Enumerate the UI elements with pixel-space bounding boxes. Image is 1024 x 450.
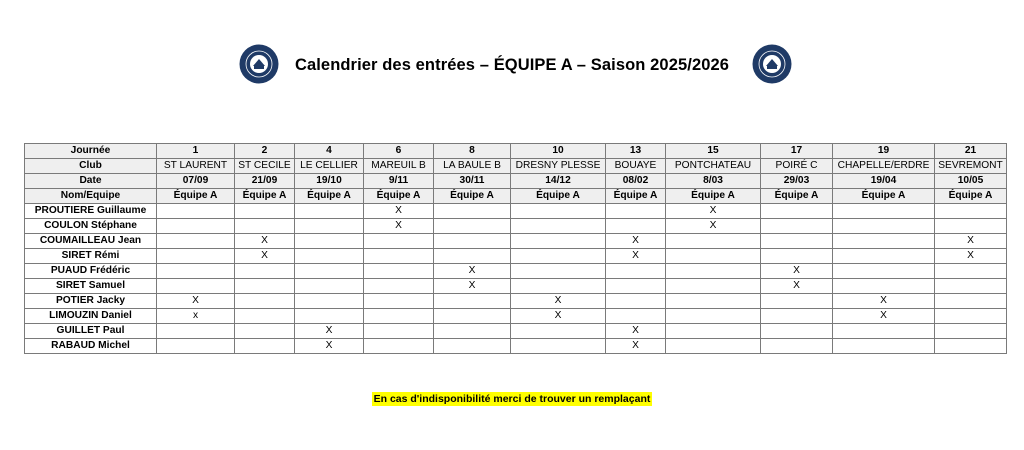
- table-cell: Équipe A: [434, 189, 511, 204]
- page-header: [0, 44, 1024, 90]
- attendance-cell: X: [434, 264, 511, 279]
- row-label: Date: [25, 174, 157, 189]
- table-cell: 2: [235, 144, 295, 159]
- attendance-cell: [761, 234, 833, 249]
- journee-row: [25, 144, 1007, 159]
- attendance-cell: [511, 324, 606, 339]
- club-row: [25, 159, 1007, 174]
- notice-text: En cas d'indisponibilité merci de trouver un remplaçant: [373, 393, 651, 405]
- table-cell: 08/02: [606, 174, 666, 189]
- table-cell: 14/12: [511, 174, 606, 189]
- attendance-cell: X: [295, 324, 364, 339]
- table-row: [25, 324, 1007, 339]
- table-cell: 07/09: [157, 174, 235, 189]
- attendance-cell: [364, 234, 434, 249]
- table-row: [25, 249, 1007, 264]
- attendance-cell: [364, 279, 434, 294]
- attendance-cell: [935, 204, 1007, 219]
- attendance-cell: X: [761, 264, 833, 279]
- player-name: COUMAILLEAU Jean: [25, 234, 157, 249]
- attendance-cell: [235, 294, 295, 309]
- attendance-cell: [761, 339, 833, 354]
- attendance-cell: [434, 309, 511, 324]
- attendance-cell: [295, 294, 364, 309]
- calendar-table: [24, 143, 1007, 354]
- attendance-cell: [157, 339, 235, 354]
- table-cell: 1: [157, 144, 235, 159]
- table-cell: 19: [833, 144, 935, 159]
- attendance-cell: X: [666, 219, 761, 234]
- table-cell: Équipe A: [364, 189, 434, 204]
- attendance-cell: [511, 219, 606, 234]
- attendance-cell: [833, 204, 935, 219]
- date-row: [25, 174, 1007, 189]
- attendance-cell: [295, 264, 364, 279]
- attendance-cell: [666, 339, 761, 354]
- table-cell: 10/05: [935, 174, 1007, 189]
- table-cell: Équipe A: [606, 189, 666, 204]
- attendance-cell: X: [606, 339, 666, 354]
- table-cell: CHAPELLE/ERDRE: [833, 159, 935, 174]
- table-cell: 8: [434, 144, 511, 159]
- table-cell: 29/03: [761, 174, 833, 189]
- attendance-cell: [364, 309, 434, 324]
- attendance-cell: [364, 294, 434, 309]
- attendance-cell: [364, 339, 434, 354]
- table-cell: BOUAYE: [606, 159, 666, 174]
- table-cell: Équipe A: [935, 189, 1007, 204]
- attendance-cell: X: [606, 324, 666, 339]
- table-cell: 9/11: [364, 174, 434, 189]
- attendance-cell: [235, 324, 295, 339]
- attendance-cell: [511, 204, 606, 219]
- attendance-cell: [935, 309, 1007, 324]
- attendance-cell: [434, 294, 511, 309]
- attendance-cell: [833, 339, 935, 354]
- attendance-cell: [935, 264, 1007, 279]
- table-cell: Équipe A: [235, 189, 295, 204]
- attendance-cell: [761, 249, 833, 264]
- row-label: Nom/Equipe: [25, 189, 157, 204]
- player-name: PROUTIERE Guillaume: [25, 204, 157, 219]
- row-label: Journée: [25, 144, 157, 159]
- table-cell: Équipe A: [833, 189, 935, 204]
- table-cell: Équipe A: [157, 189, 235, 204]
- table-cell: 13: [606, 144, 666, 159]
- attendance-cell: X: [235, 249, 295, 264]
- attendance-cell: [606, 219, 666, 234]
- attendance-cell: [511, 339, 606, 354]
- attendance-cell: [511, 264, 606, 279]
- attendance-cell: [434, 234, 511, 249]
- attendance-cell: [235, 309, 295, 324]
- attendance-cell: [295, 234, 364, 249]
- player-name: LIMOUZIN Daniel: [25, 309, 157, 324]
- attendance-cell: [235, 219, 295, 234]
- attendance-cell: [761, 204, 833, 219]
- table-cell: 15: [666, 144, 761, 159]
- attendance-cell: X: [157, 294, 235, 309]
- table-row: [25, 279, 1007, 294]
- attendance-cell: X: [434, 279, 511, 294]
- attendance-cell: [235, 204, 295, 219]
- attendance-cell: [434, 219, 511, 234]
- notice: [0, 389, 1024, 407]
- attendance-cell: [434, 204, 511, 219]
- player-name: PUAUD Frédéric: [25, 264, 157, 279]
- attendance-cell: X: [364, 204, 434, 219]
- attendance-cell: x: [157, 309, 235, 324]
- attendance-cell: X: [761, 279, 833, 294]
- attendance-cell: X: [511, 309, 606, 324]
- attendance-cell: [295, 219, 364, 234]
- table-cell: MAREUIL B: [364, 159, 434, 174]
- attendance-cell: [157, 219, 235, 234]
- attendance-cell: [511, 234, 606, 249]
- table-cell: 4: [295, 144, 364, 159]
- attendance-cell: [666, 294, 761, 309]
- attendance-cell: [364, 249, 434, 264]
- table-cell: Équipe A: [761, 189, 833, 204]
- attendance-cell: [364, 264, 434, 279]
- player-name: SIRET Rémi: [25, 249, 157, 264]
- attendance-cell: [511, 279, 606, 294]
- table-cell: DRESNY PLESSE: [511, 159, 606, 174]
- attendance-cell: [833, 264, 935, 279]
- page-title: Calendrier des entrées – ÉQUIPE A – Saison 2025/2026: [294, 56, 730, 74]
- attendance-cell: [761, 294, 833, 309]
- attendance-cell: X: [295, 339, 364, 354]
- attendance-cell: X: [235, 234, 295, 249]
- table-cell: Équipe A: [295, 189, 364, 204]
- row-label: Club: [25, 159, 157, 174]
- table-cell: 21: [935, 144, 1007, 159]
- table-cell: ST CECILE: [235, 159, 295, 174]
- attendance-cell: [666, 279, 761, 294]
- table-row: [25, 309, 1007, 324]
- attendance-cell: [935, 219, 1007, 234]
- table-cell: 19/04: [833, 174, 935, 189]
- attendance-cell: [666, 249, 761, 264]
- attendance-cell: [235, 279, 295, 294]
- table-cell: PONTCHATEAU: [666, 159, 761, 174]
- attendance-cell: X: [606, 249, 666, 264]
- table-row: [25, 294, 1007, 309]
- attendance-cell: [157, 234, 235, 249]
- attendance-cell: [434, 249, 511, 264]
- table-cell: 17: [761, 144, 833, 159]
- attendance-cell: [295, 249, 364, 264]
- attendance-cell: X: [935, 234, 1007, 249]
- attendance-cell: [295, 279, 364, 294]
- table-cell: Équipe A: [511, 189, 606, 204]
- table-cell: ST LAURENT: [157, 159, 235, 174]
- table-cell: 19/10: [295, 174, 364, 189]
- attendance-cell: [235, 264, 295, 279]
- attendance-cell: [511, 249, 606, 264]
- attendance-cell: [833, 249, 935, 264]
- attendance-cell: [606, 204, 666, 219]
- table-row: [25, 219, 1007, 234]
- attendance-cell: [666, 234, 761, 249]
- attendance-cell: [935, 324, 1007, 339]
- attendance-cell: X: [364, 219, 434, 234]
- attendance-cell: [606, 309, 666, 324]
- attendance-cell: [157, 204, 235, 219]
- table-row: [25, 204, 1007, 219]
- table-cell: POIRÉ C: [761, 159, 833, 174]
- attendance-cell: X: [935, 249, 1007, 264]
- attendance-cell: [235, 339, 295, 354]
- player-name: SIRET Samuel: [25, 279, 157, 294]
- attendance-cell: X: [606, 234, 666, 249]
- club-logo-right: [752, 44, 792, 84]
- attendance-cell: [157, 279, 235, 294]
- table-cell: 30/11: [434, 174, 511, 189]
- attendance-cell: [157, 264, 235, 279]
- attendance-cell: [833, 234, 935, 249]
- table-row: [25, 234, 1007, 249]
- table-cell: 6: [364, 144, 434, 159]
- attendance-cell: [295, 309, 364, 324]
- equipe-row: [25, 189, 1007, 204]
- attendance-cell: [157, 249, 235, 264]
- attendance-cell: [935, 279, 1007, 294]
- attendance-cell: [935, 339, 1007, 354]
- attendance-cell: [606, 264, 666, 279]
- attendance-cell: X: [511, 294, 606, 309]
- attendance-cell: X: [833, 309, 935, 324]
- table-row: [25, 264, 1007, 279]
- attendance-cell: [295, 204, 364, 219]
- attendance-cell: [364, 324, 434, 339]
- attendance-cell: [833, 219, 935, 234]
- attendance-cell: [935, 294, 1007, 309]
- attendance-cell: [666, 324, 761, 339]
- attendance-cell: X: [666, 204, 761, 219]
- table-cell: 10: [511, 144, 606, 159]
- attendance-cell: [666, 264, 761, 279]
- attendance-cell: [606, 279, 666, 294]
- table-cell: LA BAULE B: [434, 159, 511, 174]
- player-name: POTIER Jacky: [25, 294, 157, 309]
- attendance-cell: [761, 324, 833, 339]
- attendance-cell: [761, 219, 833, 234]
- table-row: [25, 339, 1007, 354]
- player-name: RABAUD Michel: [25, 339, 157, 354]
- attendance-cell: [833, 279, 935, 294]
- player-name: GUILLET Paul: [25, 324, 157, 339]
- attendance-cell: [833, 324, 935, 339]
- player-name: COULON Stéphane: [25, 219, 157, 234]
- attendance-cell: X: [833, 294, 935, 309]
- table-cell: Équipe A: [666, 189, 761, 204]
- attendance-cell: [606, 294, 666, 309]
- table-cell: SEVREMONT: [935, 159, 1007, 174]
- table-cell: LE CELLIER: [295, 159, 364, 174]
- table-cell: 21/09: [235, 174, 295, 189]
- attendance-cell: [761, 309, 833, 324]
- attendance-cell: [434, 324, 511, 339]
- table-cell: 8/03: [666, 174, 761, 189]
- attendance-cell: [157, 324, 235, 339]
- attendance-cell: [666, 309, 761, 324]
- attendance-cell: [434, 339, 511, 354]
